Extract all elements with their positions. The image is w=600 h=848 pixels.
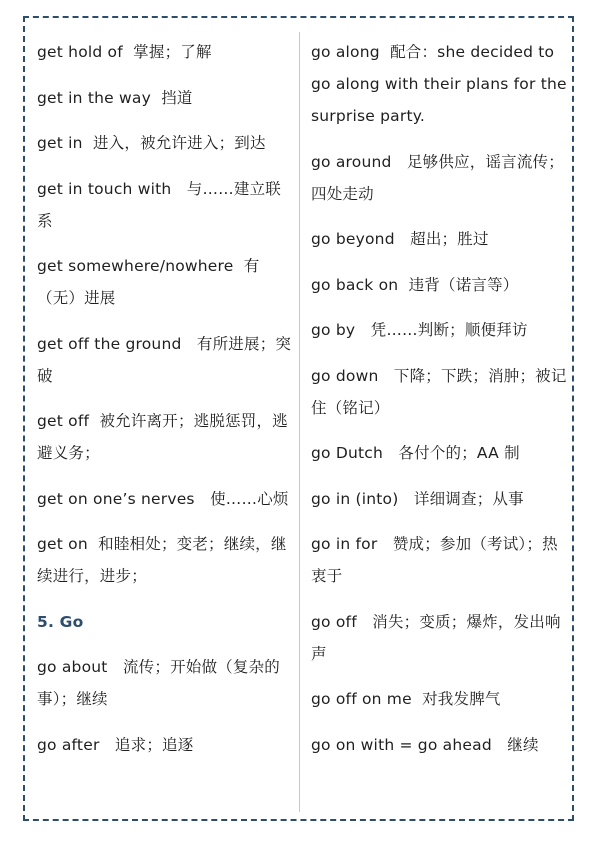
vocab-entry — [311, 360, 567, 424]
phrase: get off — [37, 412, 90, 430]
phrase: get somewhere/nowhere — [37, 257, 234, 275]
phrase: get in touch with — [37, 179, 172, 198]
meaning: 足够供应，谣言流传；四处走动 — [311, 152, 564, 203]
vocab-entry — [37, 250, 293, 314]
vocab-entry — [37, 729, 293, 761]
meaning: 有所进展；突破 — [37, 334, 292, 385]
meaning: 详细调查；从事 — [413, 489, 524, 508]
vocab-entry — [311, 314, 567, 346]
meaning: 对我发脾气 — [422, 690, 501, 708]
vocab-entry — [311, 528, 567, 592]
vocab-entry — [311, 683, 567, 715]
meaning: 使……心烦 — [210, 489, 289, 508]
vocab-entry — [37, 528, 293, 592]
vocab-entry — [37, 328, 293, 392]
vocab-entry — [37, 173, 293, 237]
phrase: go beyond — [311, 230, 395, 248]
vocab-entry — [311, 606, 567, 670]
meaning: 消失；变质；爆炸，发出响声 — [311, 612, 561, 663]
meaning: 超出；胜过 — [410, 230, 489, 248]
phrase: go around — [311, 152, 392, 171]
meaning: 追求；追逐 — [114, 735, 194, 754]
left-column — [37, 36, 293, 774]
phrase: go off — [311, 612, 357, 631]
vocab-entry — [311, 36, 572, 132]
vocab-entry — [311, 269, 567, 301]
meaning: 配合：she decided to go along with their plans for the surprise party. — [311, 43, 572, 125]
phrase: go Dutch — [311, 444, 384, 462]
vocab-entry — [37, 483, 293, 515]
vocab-entry — [311, 483, 567, 515]
section-heading: 5. Go — [37, 612, 84, 631]
phrase: go back on — [311, 275, 399, 294]
vocab-entry — [311, 223, 567, 255]
meaning: 各付个的；AA 制 — [398, 444, 520, 462]
vocab-entry — [311, 729, 567, 761]
phrase: go about — [37, 658, 108, 676]
phrase: go down — [311, 366, 379, 385]
vocab-entry — [37, 82, 293, 114]
vocab-entry — [311, 437, 567, 469]
meaning: 挡道 — [161, 88, 193, 107]
phrase: go along — [311, 43, 380, 61]
phrase: go in (into) — [311, 489, 399, 508]
vocab-entry — [311, 146, 567, 210]
phrase: go in for — [311, 535, 378, 553]
phrase: go after — [37, 735, 100, 754]
meaning: 有（无）进展 — [37, 257, 260, 307]
phrase: get on one’s nerves — [37, 489, 195, 508]
phrase: get off the ground — [37, 334, 182, 353]
vocab-entry — [37, 651, 293, 715]
meaning: 流传；开始做（复杂的事）；继续 — [37, 658, 280, 708]
meaning: 赞成；参加（考试）；热衷于 — [311, 535, 558, 585]
meaning: 掌握；了解 — [133, 43, 212, 61]
phrase: get hold of — [37, 43, 123, 61]
phrase: go off on me — [311, 690, 412, 708]
meaning: 与……建立联系 — [37, 179, 281, 230]
vocab-entry — [37, 36, 293, 68]
phrase: go by — [311, 321, 356, 339]
phrase: get in — [37, 134, 83, 152]
phrase: get in the way — [37, 88, 151, 107]
meaning: 下降；下跌；消肿；被记住（铭记） — [311, 366, 567, 417]
meaning: 继续 — [507, 735, 539, 754]
meaning: 被允许离开；逃脱惩罚，逃避义务； — [37, 412, 288, 462]
meaning: 凭……判断；顺便拜访 — [370, 321, 528, 339]
meaning: 和睦相处；变老；继续，继续进行，进步； — [37, 535, 287, 585]
vocab-entry — [37, 405, 293, 469]
column-divider — [299, 32, 300, 812]
phrase: get on — [37, 535, 88, 553]
meaning: 违背（诺言等） — [408, 275, 519, 294]
right-column — [311, 36, 572, 774]
phrase: go on with = go ahead — [311, 735, 492, 754]
vocab-entry — [37, 127, 293, 159]
meaning: 进入，被允许进入；到达 — [92, 134, 266, 152]
